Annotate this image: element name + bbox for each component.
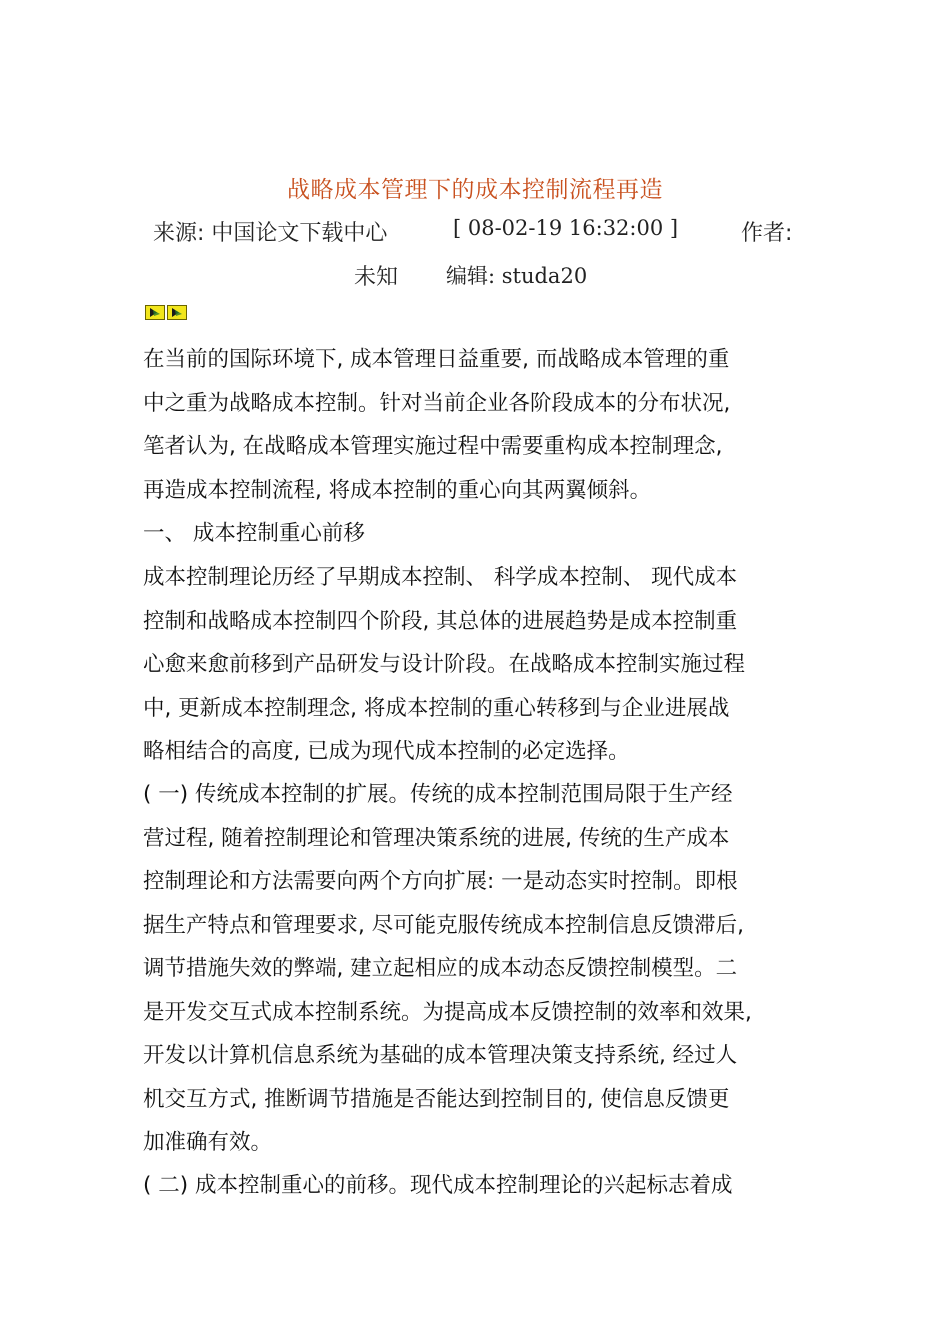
paragraph-shift — [143, 1164, 803, 1208]
text-line: 机交互方式, 推断调节措施是否能达到控制目的, 使信息反馈更 — [143, 1086, 730, 1112]
paragraph-intro — [143, 338, 803, 512]
icon-row — [145, 305, 187, 320]
text-line: 成本控制理论历经了早期成本控制、 科学成本控制、 现代成本 — [143, 565, 738, 590]
text-line: 加准确有效。 — [143, 1130, 273, 1155]
text-line: 再造成本控制流程, 将成本控制的重心向其两翼倾斜。 — [143, 477, 652, 503]
author-label: 作者: — [741, 221, 793, 246]
text-line: ( 一) 传统成本控制的扩展。传统的成本控制范围局限于生产经 — [143, 782, 733, 807]
text-line: 据生产特点和管理要求, 尽可能克服传统成本控制信息反馈滞后, — [143, 912, 745, 938]
article-title: 战略成本管理下的成本控制流程再造 — [287, 177, 663, 203]
text-line: 在当前的国际环境下, 成本管理日益重要, 而战略成本管理的重 — [143, 347, 730, 372]
publish-time: [ 08-02-19 16:32:00 ] — [453, 216, 679, 240]
text-line: 心愈来愈前移到产品研发与设计阶段。在战略成本控制实施过程 — [143, 652, 746, 677]
editor-label: 编辑: studa20 — [446, 264, 588, 288]
source-label: 来源: 中国论文下载中心 — [153, 221, 388, 246]
text-line: 中, 更新成本控制理念, 将成本控制的重心转移到与企业进展战 — [143, 695, 730, 721]
author-value: 未知 — [354, 265, 399, 290]
section-heading — [143, 512, 803, 556]
text-line: ( 二) 成本控制重心的前移。现代成本控制理论的兴起标志着成 — [143, 1173, 733, 1198]
text-line: 笔者认为, 在战略成本管理实施过程中需要重构成本控制理念, — [143, 434, 723, 459]
paragraph-theory — [143, 556, 803, 774]
text-line: 开发以计算机信息系统为基础的成本管理决策支持系统, 经过人 — [143, 1043, 738, 1068]
text-line: 是开发交互式成本控制系统。为提高成本反馈控制的效率和效果, — [143, 999, 752, 1025]
text-line: 控制理论和方法需要向两个方向扩展: 一是动态实时控制。即根 — [143, 869, 738, 894]
paragraph-extension — [143, 773, 803, 1165]
heading-line: 一、 成本控制重心前移 — [143, 521, 365, 546]
text-line: 调节措施失效的弊端, 建立起相应的成本动态反馈控制模型。二 — [143, 956, 738, 981]
text-line: 营过程, 随着控制理论和管理决策系统的进展, 传统的生产成本 — [143, 825, 730, 851]
text-line: 控制和战略成本控制四个阶段, 其总体的进展趋势是成本控制重 — [143, 608, 738, 634]
arrow-icon — [167, 305, 187, 320]
text-line: 中之重为战略成本控制。针对当前企业各阶段成本的分布状况, — [143, 390, 731, 416]
arrow-icon — [145, 305, 165, 320]
text-line: 略相结合的高度, 已成为现代成本控制的必定选择。 — [143, 739, 630, 764]
